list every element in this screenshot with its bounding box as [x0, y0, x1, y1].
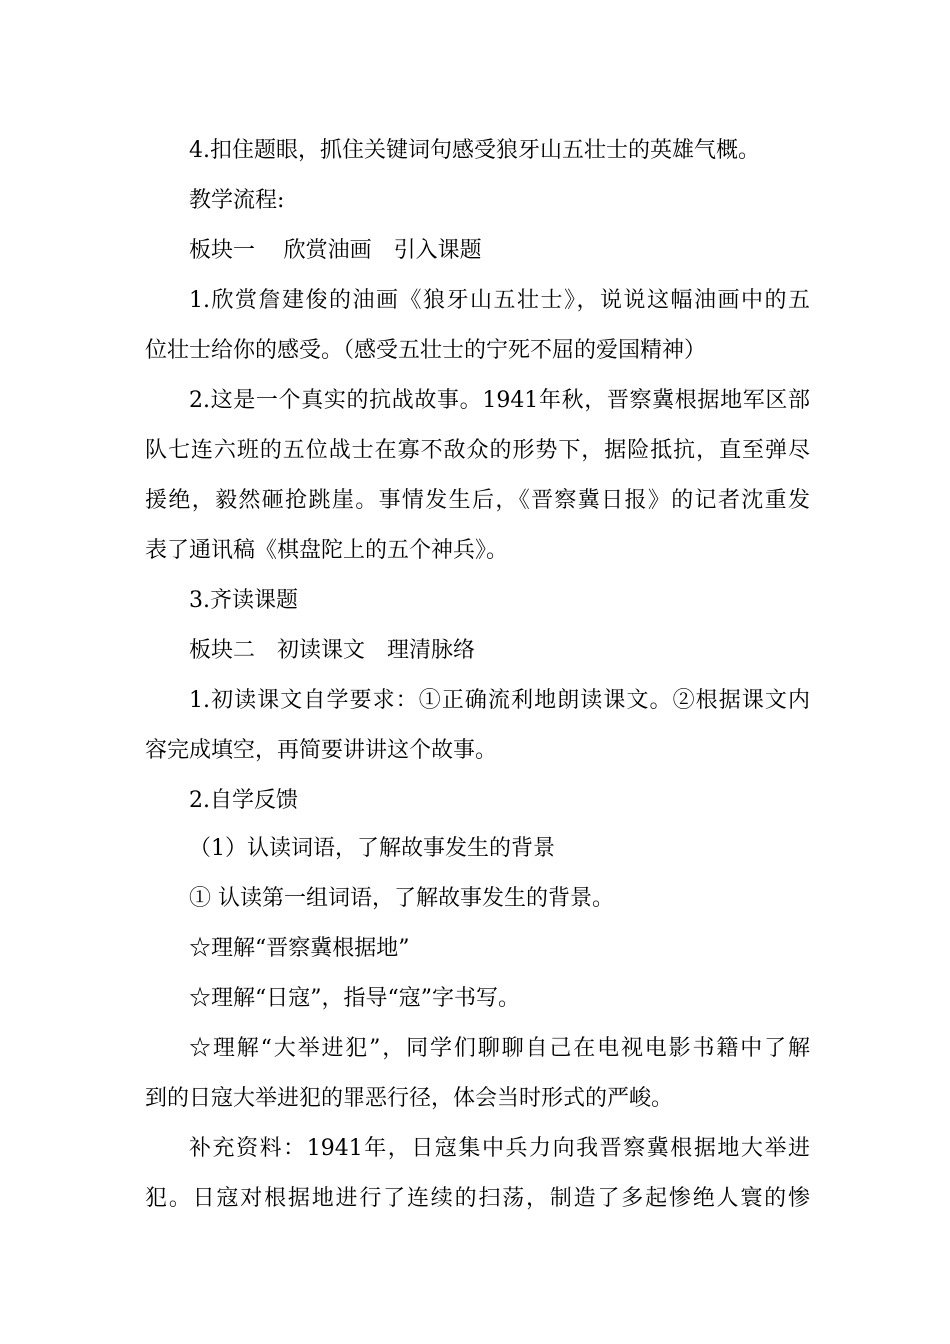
paragraph-line: 1.欣赏詹建俊的油画《狼牙山五壮士》，说说这幅油画中的五: [189, 288, 810, 313]
section-2-label: 板块二: [189, 638, 256, 663]
paragraph-line: 犯。日寇对根据地进行了连续的扫荡，制造了多起惨绝人寰的惨: [145, 1186, 810, 1211]
paragraph-line: 到的日寇大举进犯的罪恶行径，体会当时形式的严峻。: [145, 1086, 674, 1111]
paragraph-line: 2.这是一个真实的抗战故事。1941年秋，晋察冀根据地军区部: [189, 388, 810, 413]
section-2-part-b: 理清脉络: [387, 638, 476, 663]
section-1-part-b: 引入课题: [393, 238, 482, 263]
paragraph-line: ① 认读第一组词语，了解故事发生的背景。: [189, 886, 614, 911]
section-2-heading: [189, 636, 810, 666]
section-1-part-a: 欣赏油画: [283, 238, 372, 263]
paragraph-line: 补充资料：1941年，日寇集中兵力向我晋察冀根据地大举进: [189, 1136, 810, 1161]
paragraph-line: 1.初读课文自学要求：①正确流利地朗读课文。②根据课文内: [189, 688, 810, 713]
paragraph-line: 容完成填空，再简要讲讲这个故事。: [145, 738, 498, 763]
paragraph-line: 3.齐读课题: [189, 588, 298, 613]
paragraph-line: （1）认读词语，了解故事发生的背景: [189, 836, 555, 861]
teaching-process-heading: 教学流程:: [189, 188, 285, 213]
paragraph-line: ☆理解“大举进犯”，同学们聊聊自己在电视电影书籍中了解: [189, 1036, 810, 1061]
paragraph-line: ☆理解“日寇”，指导“寇”字书写。: [189, 986, 520, 1011]
section-1-heading: [189, 236, 810, 266]
paragraph-line: ☆理解“晋察冀根据地”: [189, 936, 410, 961]
paragraph-line: 2.自学反馈: [189, 788, 298, 813]
paragraph-line: 位壮士给你的感受。（感受五壮士的宁死不屈的爱国精神）: [145, 338, 707, 363]
section-2-part-a: 初读课文: [277, 638, 366, 663]
paragraph-line: 表了通讯稿《棋盘陀上的五个神兵》。: [145, 538, 509, 563]
paragraph-line: 队七连六班的五位战士在寡不敌众的形势下，据险抵抗，直至弹尽: [145, 438, 810, 463]
paragraph-line: 援绝，毅然砸抢跳崖。事情发生后，《晋察冀日报》的记者沈重发: [145, 488, 810, 513]
section-1-label: 板块一: [189, 238, 256, 263]
objective-4: 4.扣住题眼，抓住关键词句感受狼牙山五壮士的英雄气概。: [189, 138, 760, 163]
